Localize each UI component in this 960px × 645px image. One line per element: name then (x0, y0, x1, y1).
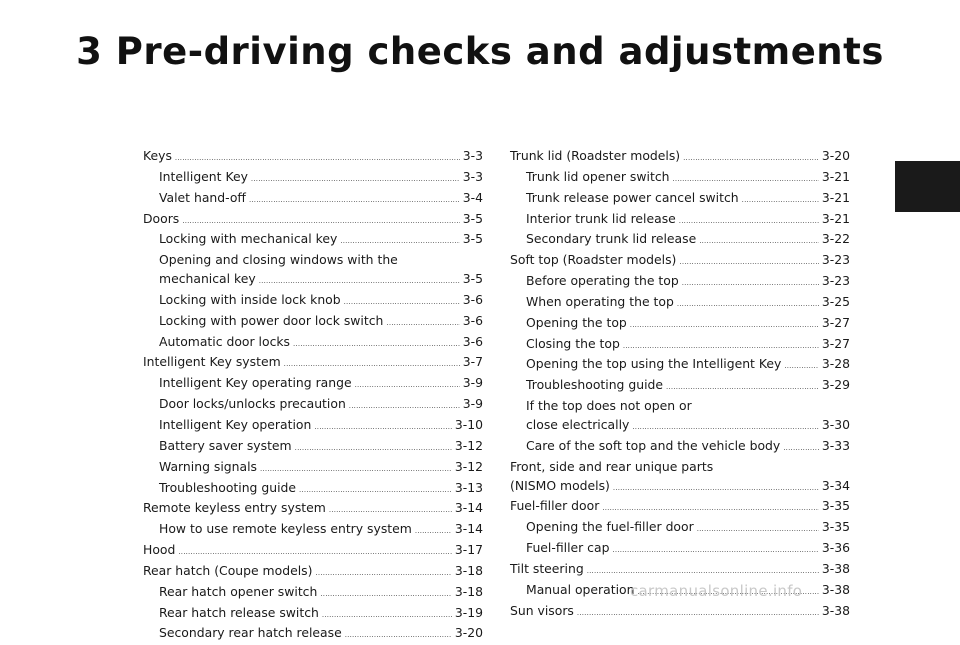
toc-leader-dots (175, 149, 460, 168)
toc-leader-dots (355, 376, 460, 395)
toc-leader-dots (630, 316, 819, 335)
toc-entry-title: Opening the top using the Intelligent Key (526, 356, 782, 372)
toc-subentry[interactable] (143, 395, 483, 416)
toc-page-number: 3-25 (821, 293, 850, 309)
toc-leader-dots (251, 170, 460, 189)
toc-page-number: 3-13 (454, 479, 483, 495)
toc-page-number: 3-20 (454, 625, 483, 641)
toc-page-number: 3-9 (462, 396, 483, 412)
toc-entry-title: Opening the top (526, 314, 627, 330)
toc-subentry[interactable] (143, 189, 483, 210)
toc-entry-title: Trunk lid (Roadster models) (510, 148, 681, 163)
toc-leader-dots (345, 626, 452, 645)
toc-entry[interactable] (143, 499, 483, 520)
toc-entry-title: Secondary trunk lid release (526, 231, 697, 247)
toc-page-number: 3-3 (462, 148, 483, 163)
toc-entry-prefix: If the top does not open or (526, 398, 692, 414)
toc-page-number: 3-27 (821, 314, 850, 330)
toc-leader-dots (340, 232, 459, 251)
toc-entry-title: Locking with inside lock knob (159, 291, 341, 307)
toc-page-number: 3-14 (454, 521, 483, 537)
toc-entry[interactable] (143, 562, 483, 583)
toc-page-number: 3-18 (454, 583, 483, 599)
toc-entry-title: Rear hatch (Coupe models) (143, 562, 313, 578)
toc-leader-dots (577, 604, 819, 623)
toc-leader-dots (613, 479, 819, 498)
toc-leader-dots (672, 170, 818, 189)
toc-leader-dots (293, 335, 460, 354)
toc-subentry[interactable] (143, 479, 483, 500)
toc-leader-dots (314, 418, 452, 437)
toc-leader-dots (612, 541, 818, 560)
toc-leader-dots (295, 439, 452, 458)
toc-entry-title: Intelligent Key operating range (159, 375, 352, 391)
toc-page-number: 3-14 (454, 500, 483, 516)
toc-subentry[interactable] (510, 518, 850, 539)
toc-page-number: 3-6 (462, 333, 483, 349)
toc-page-number: 3-17 (454, 542, 483, 558)
toc-page-number: 3-23 (821, 252, 850, 268)
watermark: carmanualsonline.info (630, 582, 803, 600)
toc-subentry[interactable] (510, 314, 850, 335)
toc-page-number: 3-3 (462, 168, 483, 184)
toc-page-number: 3-9 (462, 375, 483, 391)
toc-page-number: 3-12 (454, 437, 483, 453)
toc-entry[interactable] (510, 477, 850, 498)
toc-leader-dots (315, 564, 451, 583)
toc-entry[interactable] (143, 210, 483, 231)
toc-subentry[interactable] (143, 270, 483, 291)
toc-page-number: 3-36 (821, 540, 850, 556)
toc-subentry[interactable] (143, 374, 483, 395)
toc-page-number: 3-6 (462, 312, 483, 328)
toc-leader-dots (683, 149, 819, 168)
toc-page-number: 3-5 (462, 231, 483, 247)
toc-subentry[interactable] (510, 168, 850, 189)
toc-leader-dots (320, 585, 452, 604)
toc-subentry[interactable] (143, 520, 483, 541)
toc-entry-title: Warning signals (159, 458, 257, 474)
toc-entry-title: close electrically (526, 416, 630, 432)
toc-leader-dots (587, 562, 819, 581)
toc-entry-title: Intelligent Key operation (159, 416, 312, 432)
toc-entry-title: (NISMO models) (510, 477, 610, 493)
toc-page-number: 3-35 (821, 498, 850, 514)
toc-entry-title: Soft top (Roadster models) (510, 252, 677, 268)
toc-leader-dots (249, 191, 460, 210)
toc-subentry[interactable] (510, 272, 850, 293)
toc-leader-dots (178, 543, 452, 562)
toc-entry-title: Locking with power door lock switch (159, 312, 384, 328)
toc-subentry[interactable] (143, 312, 483, 333)
toc-leader-dots (260, 460, 452, 479)
toc-leader-dots (697, 520, 819, 539)
toc-entry-title: Secondary rear hatch release (159, 625, 342, 641)
toc-entry-title: Manual operation (526, 581, 635, 597)
toc-entry[interactable] (510, 560, 850, 581)
toc-subentry[interactable] (143, 168, 483, 189)
toc-leader-dots (284, 355, 460, 374)
toc-page-number: 3-6 (462, 291, 483, 307)
toc-subentry[interactable] (143, 458, 483, 479)
toc-page-number: 3-35 (821, 519, 850, 535)
toc-leader-dots (259, 272, 460, 291)
toc-page-number: 3-33 (821, 437, 850, 453)
toc-entry-prefix: Opening and closing windows with the (159, 252, 398, 268)
toc-subentry[interactable] (510, 210, 850, 231)
toc-page-number: 3-19 (454, 604, 483, 620)
toc-page-number: 3-38 (821, 581, 850, 597)
toc-leader-dots (677, 295, 819, 314)
toc-subentry[interactable] (143, 333, 483, 354)
toc-leader-dots (666, 378, 819, 397)
toc-leader-dots (682, 274, 819, 293)
toc-subentry[interactable] (510, 355, 850, 376)
toc-entry-title: Fuel-filler cap (526, 540, 610, 556)
toc-entry-title: Troubleshooting guide (159, 479, 297, 495)
toc-leader-dots (344, 293, 460, 312)
toc-entry[interactable] (510, 602, 850, 623)
toc-leader-dots (784, 357, 819, 376)
toc-leader-dots (322, 606, 452, 625)
toc-leader-dots (182, 212, 459, 231)
toc-leader-dots (349, 397, 460, 416)
toc-page-number: 3-5 (462, 271, 483, 287)
toc-leader-dots (742, 191, 819, 210)
toc-entry-title: Rear hatch release switch (159, 604, 319, 620)
toc-subentry[interactable] (143, 230, 483, 251)
toc-entry[interactable] (143, 147, 483, 168)
toc-entry-title: Valet hand-off (159, 189, 246, 205)
toc-page-number: 3-20 (821, 148, 850, 163)
toc-page-number: 3-10 (454, 416, 483, 432)
toc-subentry[interactable] (510, 416, 850, 437)
toc-entry-title: Trunk lid opener switch (526, 168, 670, 184)
toc-page-number: 3-18 (454, 562, 483, 578)
toc-leader-dots (299, 481, 452, 500)
toc-entry[interactable] (143, 541, 483, 562)
toc-entry-title: Intelligent Key (159, 168, 248, 184)
toc-page-number: 3-7 (462, 354, 483, 370)
toc-subentry[interactable] (510, 376, 850, 397)
toc-entry-title: Opening the fuel-filler door (526, 519, 694, 535)
toc-subentry[interactable] (510, 335, 850, 356)
toc-entry[interactable] (510, 147, 850, 168)
toc-entry-title: Troubleshooting guide (526, 377, 664, 393)
toc-page-number: 3-23 (821, 273, 850, 289)
toc-page-number: 3-12 (454, 458, 483, 474)
toc-leader-dots (386, 314, 459, 333)
toc-entry-title: Keys (143, 148, 172, 163)
toc-entry-title: Locking with mechanical key (159, 231, 338, 247)
toc-page-number: 3-28 (821, 356, 850, 372)
toc-entry-title: Closing the top (526, 335, 620, 351)
toc-subentry[interactable] (510, 539, 850, 560)
toc-entry-title: Tilt steering (510, 560, 584, 576)
toc-subentry[interactable] (143, 416, 483, 437)
toc-page-number: 3-21 (821, 189, 850, 205)
toc-page-number: 3-21 (821, 168, 850, 184)
toc-page-number: 3-4 (462, 189, 483, 205)
toc-leader-dots (329, 501, 452, 520)
chapter-tab-marker (895, 161, 960, 212)
toc-entry[interactable] (143, 353, 483, 374)
toc-subentry[interactable] (510, 189, 850, 210)
toc-entry-title: Intelligent Key system (143, 354, 281, 370)
toc-entry-title: Automatic door locks (159, 333, 291, 349)
toc-page-number: 3-5 (462, 210, 483, 226)
toc-subentry[interactable] (143, 437, 483, 458)
toc-entry-title: Care of the soft top and the vehicle body (526, 437, 781, 453)
toc-leader-dots (699, 232, 819, 251)
toc-subentry[interactable] (143, 583, 483, 604)
toc-entry-title: Before operating the top (526, 273, 679, 289)
toc-entry-title: Hood (143, 542, 176, 558)
toc-leader-dots (602, 499, 819, 518)
toc-right-column (510, 147, 850, 622)
toc-entry-title: Interior trunk lid release (526, 210, 676, 226)
toc-subentry[interactable] (143, 604, 483, 625)
toc-entry-title: Battery saver system (159, 437, 292, 453)
toc-page-number: 3-38 (821, 602, 850, 618)
toc-entry-title: Rear hatch opener switch (159, 583, 318, 599)
toc-page-number: 3-34 (821, 477, 850, 493)
toc-page-number: 3-38 (821, 560, 850, 576)
toc-leader-dots (679, 212, 819, 231)
toc-leader-dots (679, 253, 818, 272)
toc-entry-title: Trunk release power cancel switch (526, 189, 739, 205)
toc-leader-dots (415, 522, 452, 541)
toc-page-number: 3-22 (821, 231, 850, 247)
toc-entry[interactable] (510, 497, 850, 518)
toc-entry-title: mechanical key (159, 271, 256, 287)
toc-entry-title: Remote keyless entry system (143, 500, 326, 516)
toc-entry-title: How to use remote keyless entry system (159, 521, 412, 537)
toc-subentry[interactable] (510, 230, 850, 251)
toc-entry[interactable] (510, 251, 850, 272)
toc-entry-title: When operating the top (526, 293, 674, 309)
toc-subentry[interactable] (510, 293, 850, 314)
toc-page-number: 3-27 (821, 335, 850, 351)
chapter-title: 3 Pre-driving checks and adjustments (76, 30, 884, 73)
toc-subentry[interactable] (510, 437, 850, 458)
toc-leader-dots (623, 337, 819, 356)
toc-page-number: 3-29 (821, 377, 850, 393)
toc-page-number: 3-30 (821, 416, 850, 432)
toc-subentry[interactable] (143, 624, 483, 645)
toc-entry-title: Sun visors (510, 602, 574, 618)
toc-subentry[interactable] (143, 291, 483, 312)
toc-left-column (143, 147, 483, 645)
toc-entry-prefix: Front, side and rear unique parts (510, 458, 714, 474)
toc-entry-title: Door locks/unlocks precaution (159, 396, 346, 412)
toc-entry-title: Fuel-filler door (510, 498, 600, 514)
toc-page-number: 3-21 (821, 210, 850, 226)
toc-entry-title: Doors (143, 210, 180, 226)
toc-leader-dots (783, 439, 819, 458)
toc-leader-dots (632, 418, 819, 437)
